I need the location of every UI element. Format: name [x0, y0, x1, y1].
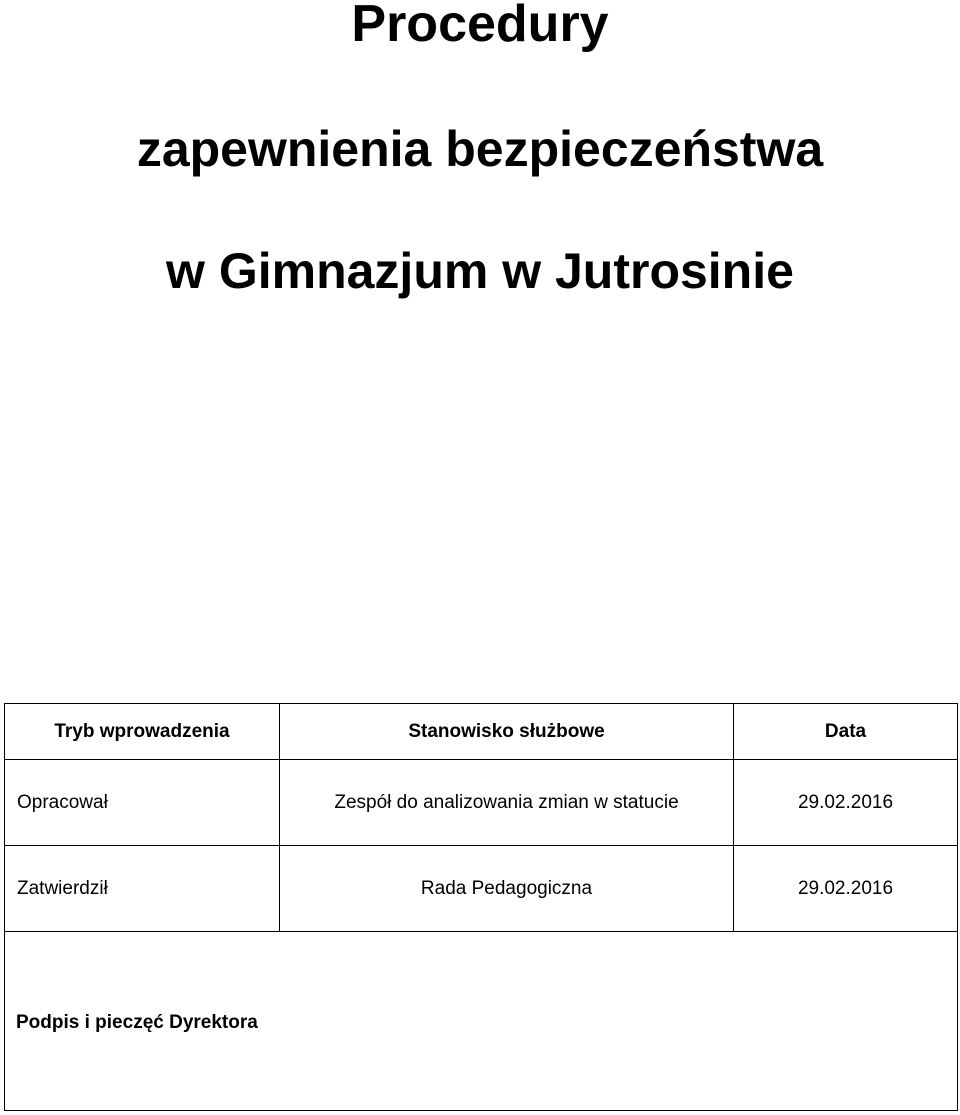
table-row — [5, 760, 958, 846]
row-position-cell: Rada Pedagogiczna — [280, 846, 734, 932]
document-subtitle: zapewnienia bezpieczeństwa — [136, 121, 824, 177]
row-mode-cell: Opracował — [5, 760, 280, 846]
signature-cell — [5, 932, 958, 1111]
header-date: Data — [734, 704, 958, 760]
row-position-cell: Zespół do analizowania zmian w statucie — [280, 760, 734, 846]
document-subtitle-institution: w Gimnazjum w Jutrosinie — [166, 243, 794, 299]
header-position: Stanowisko służbowe — [280, 704, 734, 760]
table-row — [5, 846, 958, 932]
header-mode: Tryb wprowadzenia — [5, 704, 280, 760]
signature-row — [5, 932, 958, 1111]
row-date-cell: 29.02.2016 — [734, 846, 958, 932]
signature-label: Podpis i pieczęć Dyrektora — [16, 1012, 258, 1033]
approval-table — [4, 703, 958, 1111]
row-mode-cell: Zatwierdził — [5, 846, 280, 932]
row-date-cell: 29.02.2016 — [734, 760, 958, 846]
table-header-row — [5, 704, 958, 760]
document-title: Procedury — [351, 0, 609, 53]
